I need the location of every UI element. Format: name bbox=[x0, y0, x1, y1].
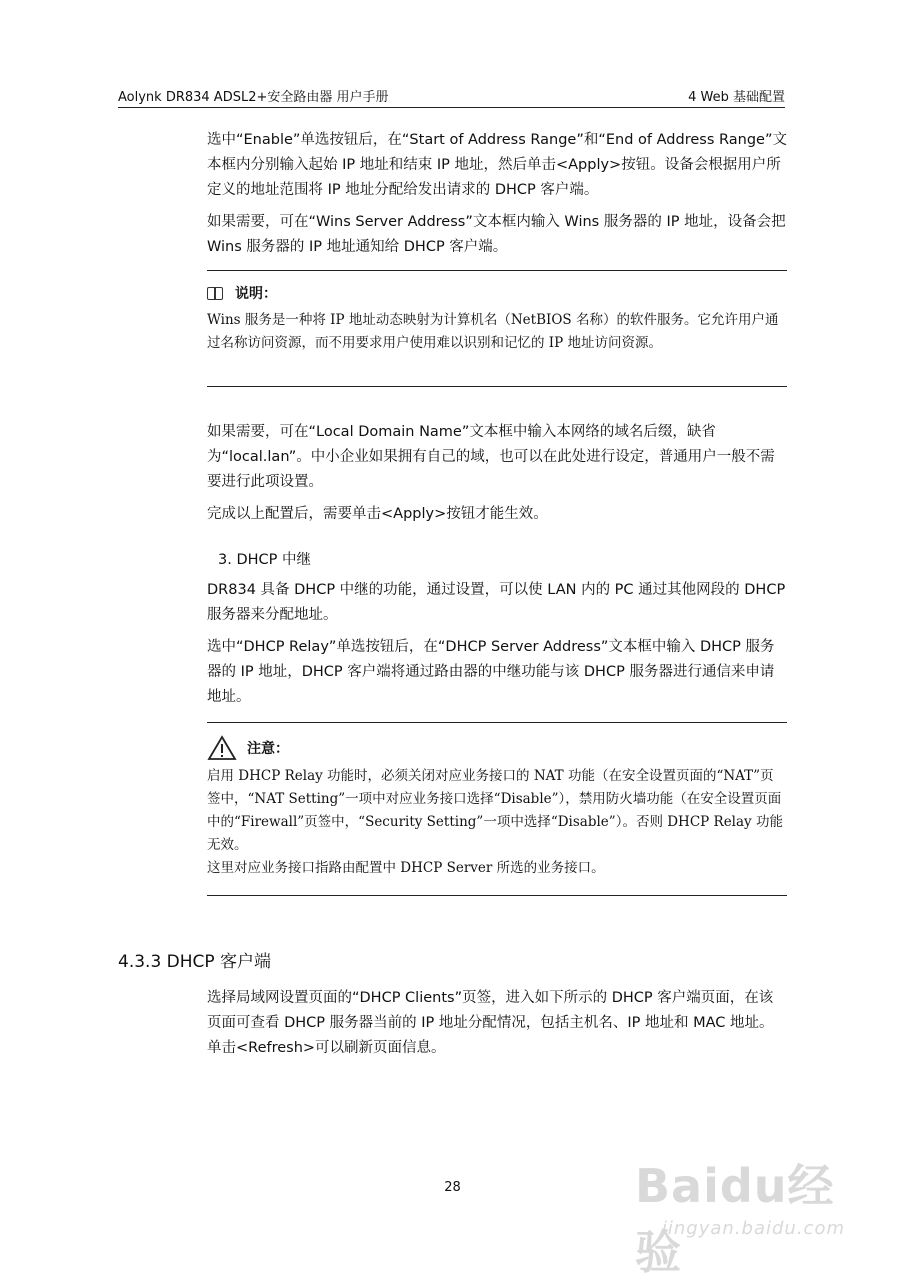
paragraph: 选中“Enable”单选按钮后，在“Start of Address Range”和“End of Address Range”文本框内分别输入起始 IP 地址和结束 IP 地址，然后单击<Apply>按钮。设备会根据用户所定义的地址范围将 IP 地址分配给发出请求的 DHCP 客户端。 bbox=[207, 132, 787, 198]
paragraph: 如果需要，可在“Local Domain Name”文本框中输入本网络的域名后缀，缺省为“local.lan”。中小企业如果拥有自己的域，也可以在此处进行设定，普通用户一般不需要进行此项设置。 bbox=[207, 424, 775, 490]
watermark-url: jingyan.baidu.com bbox=[661, 1218, 845, 1239]
paragraph: DR834 具备 DHCP 中继的功能，通过设置，可以使 LAN 内的 PC 通过其他网段的 DHCP 服务器来分配地址。 bbox=[207, 582, 786, 623]
subheading-dhcp-relay: 3. DHCP 中继 bbox=[218, 552, 311, 568]
note-header bbox=[207, 283, 787, 303]
watermark-brand: Baidu经验 bbox=[635, 1159, 835, 1279]
domain-paragraphs bbox=[207, 420, 787, 527]
section-paragraph bbox=[207, 986, 787, 1061]
intro-paragraphs bbox=[207, 128, 787, 260]
note-body bbox=[207, 309, 787, 355]
caution-line: 这里对应业务接口指路由配置中 DHCP Server 所选的业务接口。 bbox=[207, 860, 605, 876]
header-right: 4 Web 基础配置 bbox=[688, 90, 785, 105]
relay-paragraphs bbox=[207, 578, 787, 710]
baidu-watermark bbox=[635, 1150, 845, 1279]
warning-icon bbox=[207, 735, 237, 761]
note-box bbox=[207, 270, 787, 387]
paragraph: 选择局域网设置页面的“DHCP Clients”页签，进入如下所示的 DHCP 客户端页面，在该页面可查看 DHCP 服务器当前的 IP 地址分配情况，包括主机名、IP 地址和 MAC 地址。单击<Refresh>可以刷新页面信息。 bbox=[207, 990, 774, 1056]
paragraph: 如果需要，可在“Wins Server Address”文本框内输入 Wins 服务器的 IP 地址，设备会把 Wins 服务器的 IP 地址通知给 DHCP 客户端。 bbox=[207, 214, 786, 255]
paragraph: 选中“DHCP Relay”单选按钮后，在“DHCP Server Address”文本框中输入 DHCP 服务器的 IP 地址，DHCP 客户端将通过路由器的中继功能与该 DHCP 服务器进行通信来申请地址。 bbox=[207, 639, 775, 705]
note-text: Wins 服务是一种将 IP 地址动态映射为计算机名（NetBIOS 名称）的软件服务。它允许用户通过名称访问资源，而不用要求用户使用难以识别和记忆的 IP 地址访问资源。 bbox=[207, 312, 779, 351]
note-title: 说明： bbox=[235, 286, 277, 302]
caution-box bbox=[207, 722, 787, 896]
caution-header bbox=[207, 735, 787, 761]
page-number: 28 bbox=[444, 1180, 461, 1195]
caution-line: 启用 DHCP Relay 功能时，必须关闭对应业务接口的 NAT 功能（在安全设置页面的“NAT”页签中，“NAT Setting”一项中对应业务接口选择“Disable”），禁用防火墙功能（在安全设置页面中的“Firewall”页签中，“Security Setting”一项中选择“Disable”）。否则 DHCP Relay 功能无效。 bbox=[207, 768, 783, 853]
caution-title: 注意： bbox=[247, 741, 289, 757]
caution-body bbox=[207, 765, 787, 880]
section-title: 4.3.3 DHCP 客户端 bbox=[118, 952, 272, 972]
header-left: Aolynk DR834 ADSL2+安全路由器 用户手册 bbox=[118, 90, 389, 105]
book-icon bbox=[207, 287, 223, 299]
header-rule bbox=[118, 107, 785, 108]
paragraph: 完成以上配置后，需要单击<Apply>按钮才能生效。 bbox=[207, 506, 548, 522]
